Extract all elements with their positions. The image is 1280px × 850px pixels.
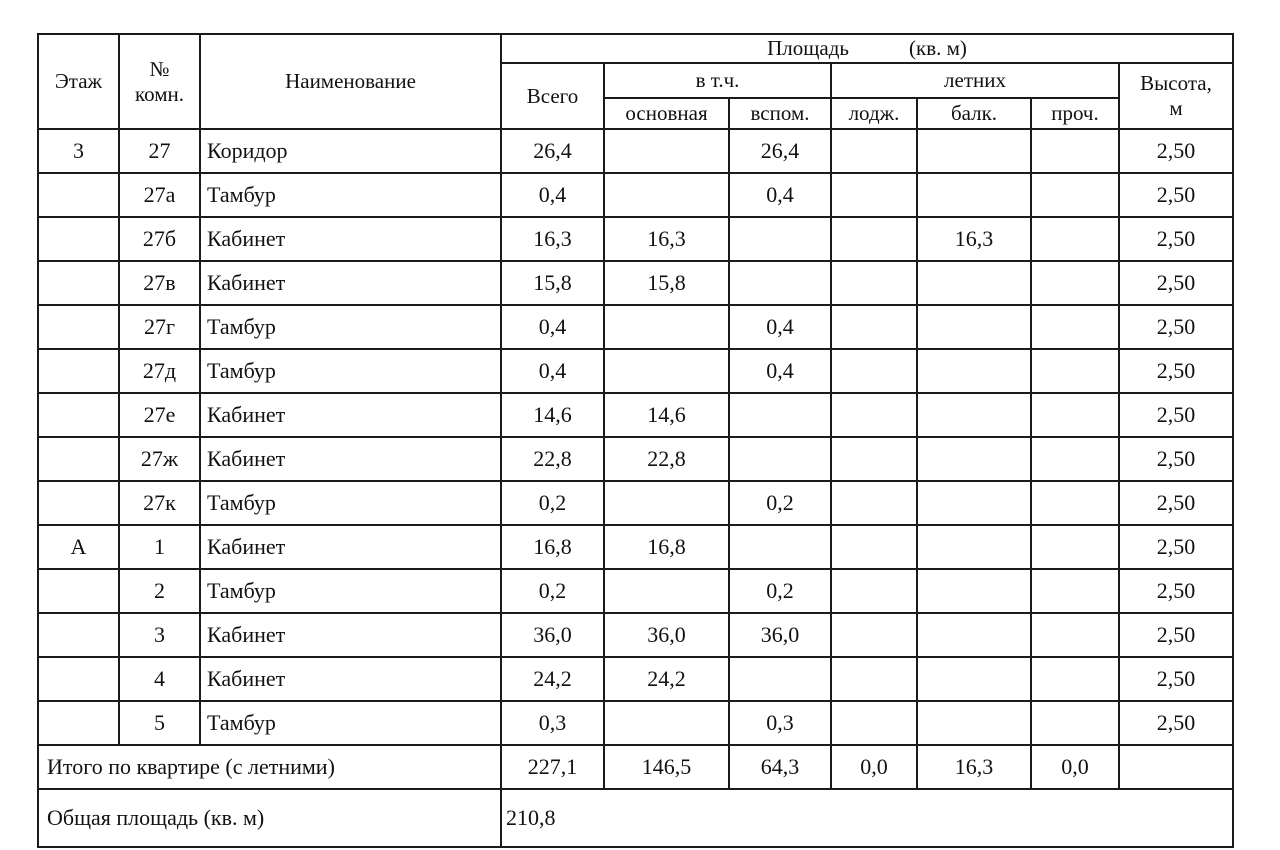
cell-no: 27в [119,261,200,305]
cell-main: 22,8 [604,437,729,481]
header-height-unit: м [1169,96,1183,120]
table-body [38,129,1233,745]
table-row [38,261,1233,305]
cell-other [1031,261,1119,305]
cell-loggia [831,701,917,745]
cell-no: 27к [119,481,200,525]
cell-loggia [831,657,917,701]
cell-height: 2,50 [1119,129,1233,173]
header-room-no [119,34,200,129]
cell-other [1031,437,1119,481]
cell-aux: 0,4 [729,173,831,217]
cell-floor [38,613,119,657]
header-total: Всего [501,63,604,129]
cell-floor: 3 [38,129,119,173]
header-area-label: Площадь [767,36,850,60]
table-row [38,569,1233,613]
cell-total: 26,4 [501,129,604,173]
general-area-label: Общая площадь (кв. м) [38,789,501,847]
cell-height: 2,50 [1119,261,1233,305]
cell-main [604,481,729,525]
totals-row [38,745,1233,789]
cell-height: 2,50 [1119,393,1233,437]
cell-main [604,569,729,613]
cell-total: 36,0 [501,613,604,657]
cell-no: 2 [119,569,200,613]
cell-balcony [917,657,1031,701]
header-aux: вспом. [729,98,831,129]
table-row [38,657,1233,701]
cell-balcony [917,173,1031,217]
cell-loggia [831,481,917,525]
cell-no: 27ж [119,437,200,481]
cell-other [1031,481,1119,525]
cell-balcony [917,261,1031,305]
cell-height: 2,50 [1119,525,1233,569]
cell-balcony [917,129,1031,173]
cell-floor [38,437,119,481]
cell-balcony [917,305,1031,349]
table-row [38,305,1233,349]
cell-other [1031,525,1119,569]
table-row [38,173,1233,217]
cell-balcony: 16,3 [917,217,1031,261]
cell-main: 15,8 [604,261,729,305]
cell-loggia [831,261,917,305]
header-loggia: лодж. [831,98,917,129]
cell-name: Кабинет [200,657,501,701]
cell-main: 36,0 [604,613,729,657]
cell-total: 0,3 [501,701,604,745]
cell-aux: 36,0 [729,613,831,657]
cell-height: 2,50 [1119,305,1233,349]
cell-balcony [917,437,1031,481]
cell-aux: 0,2 [729,481,831,525]
cell-height: 2,50 [1119,217,1233,261]
cell-balcony [917,701,1031,745]
header-height [1119,63,1233,129]
cell-loggia [831,173,917,217]
cell-loggia [831,613,917,657]
general-area-value: 210,8 [501,789,1233,847]
cell-aux: 26,4 [729,129,831,173]
cell-total: 15,8 [501,261,604,305]
totals-main: 146,5 [604,745,729,789]
header-name: Наименование [200,34,501,129]
cell-floor [38,701,119,745]
cell-total: 22,8 [501,437,604,481]
cell-name: Кабинет [200,613,501,657]
cell-name: Тамбур [200,481,501,525]
cell-floor [38,261,119,305]
cell-floor [38,569,119,613]
cell-name: Кабинет [200,261,501,305]
cell-loggia [831,437,917,481]
cell-loggia [831,569,917,613]
cell-loggia [831,525,917,569]
cell-floor [38,173,119,217]
cell-aux [729,657,831,701]
cell-aux: 0,2 [729,569,831,613]
table-row [38,701,1233,745]
totals-loggia: 0,0 [831,745,917,789]
cell-no: 27г [119,305,200,349]
cell-name: Тамбур [200,173,501,217]
cell-other [1031,305,1119,349]
table-header [38,34,1233,129]
cell-floor [38,393,119,437]
room-area-table [37,33,1234,848]
cell-loggia [831,393,917,437]
table-row [38,129,1233,173]
cell-floor [38,657,119,701]
table-row [38,349,1233,393]
cell-name: Тамбур [200,349,501,393]
cell-no: 27б [119,217,200,261]
cell-floor [38,349,119,393]
header-height-label: Высота, [1140,71,1212,95]
totals-aux: 64,3 [729,745,831,789]
cell-other [1031,349,1119,393]
cell-no: 4 [119,657,200,701]
cell-total: 0,2 [501,569,604,613]
cell-name: Тамбур [200,305,501,349]
cell-other [1031,701,1119,745]
cell-height: 2,50 [1119,437,1233,481]
cell-aux [729,261,831,305]
header-area [501,34,1233,63]
cell-balcony [917,349,1031,393]
cell-main [604,701,729,745]
cell-other [1031,613,1119,657]
cell-name: Коридор [200,129,501,173]
cell-main [604,173,729,217]
header-floor: Этаж [38,34,119,129]
header-room-no-sign: № [149,56,170,81]
cell-total: 0,4 [501,305,604,349]
cell-other [1031,657,1119,701]
cell-total: 0,4 [501,173,604,217]
header-area-unit: (кв. м) [909,36,967,60]
cell-no: 1 [119,525,200,569]
cell-other [1031,393,1119,437]
cell-name: Кабинет [200,393,501,437]
cell-loggia [831,349,917,393]
cell-main: 16,8 [604,525,729,569]
totals-total: 227,1 [501,745,604,789]
cell-balcony [917,393,1031,437]
totals-other: 0,0 [1031,745,1119,789]
cell-no: 27 [119,129,200,173]
cell-other [1031,129,1119,173]
table-row [38,437,1233,481]
cell-aux: 0,3 [729,701,831,745]
totals-label: Итого по квартире (с летними) [38,745,501,789]
cell-total: 24,2 [501,657,604,701]
header-other: проч. [1031,98,1119,129]
cell-main: 16,3 [604,217,729,261]
table-row [38,481,1233,525]
header-main: основная [604,98,729,129]
cell-floor: А [38,525,119,569]
cell-height: 2,50 [1119,701,1233,745]
cell-name: Кабинет [200,437,501,481]
table-row [38,613,1233,657]
cell-name: Тамбур [200,701,501,745]
cell-loggia [831,129,917,173]
cell-name: Кабинет [200,217,501,261]
cell-other [1031,569,1119,613]
header-incl: в т.ч. [604,63,831,98]
cell-height: 2,50 [1119,481,1233,525]
cell-floor [38,481,119,525]
cell-no: 3 [119,613,200,657]
cell-aux: 0,4 [729,305,831,349]
cell-loggia [831,217,917,261]
header-balcony: балк. [917,98,1031,129]
cell-height: 2,50 [1119,173,1233,217]
cell-other [1031,217,1119,261]
cell-aux [729,393,831,437]
cell-aux [729,437,831,481]
totals-height [1119,745,1233,789]
cell-main [604,305,729,349]
cell-balcony [917,525,1031,569]
cell-height: 2,50 [1119,349,1233,393]
cell-total: 0,2 [501,481,604,525]
table-footer [38,745,1233,847]
cell-height: 2,50 [1119,569,1233,613]
totals-balcony: 16,3 [917,745,1031,789]
table-row [38,217,1233,261]
cell-height: 2,50 [1119,657,1233,701]
cell-other [1031,173,1119,217]
cell-no: 27а [119,173,200,217]
cell-loggia [831,305,917,349]
cell-aux [729,525,831,569]
cell-name: Тамбур [200,569,501,613]
cell-balcony [917,613,1031,657]
cell-name: Кабинет [200,525,501,569]
cell-total: 16,8 [501,525,604,569]
cell-main: 24,2 [604,657,729,701]
header-room-no-label: комн. [134,81,184,106]
cell-no: 5 [119,701,200,745]
cell-no: 27д [119,349,200,393]
cell-height: 2,50 [1119,613,1233,657]
cell-no: 27е [119,393,200,437]
table-row [38,525,1233,569]
cell-aux: 0,4 [729,349,831,393]
cell-floor [38,305,119,349]
cell-main [604,129,729,173]
cell-total: 14,6 [501,393,604,437]
general-area-row [38,789,1233,847]
table-row [38,393,1233,437]
cell-total: 16,3 [501,217,604,261]
cell-aux [729,217,831,261]
cell-total: 0,4 [501,349,604,393]
cell-floor [38,217,119,261]
header-summer: летних [831,63,1119,98]
cell-balcony [917,481,1031,525]
cell-main: 14,6 [604,393,729,437]
cell-main [604,349,729,393]
cell-balcony [917,569,1031,613]
